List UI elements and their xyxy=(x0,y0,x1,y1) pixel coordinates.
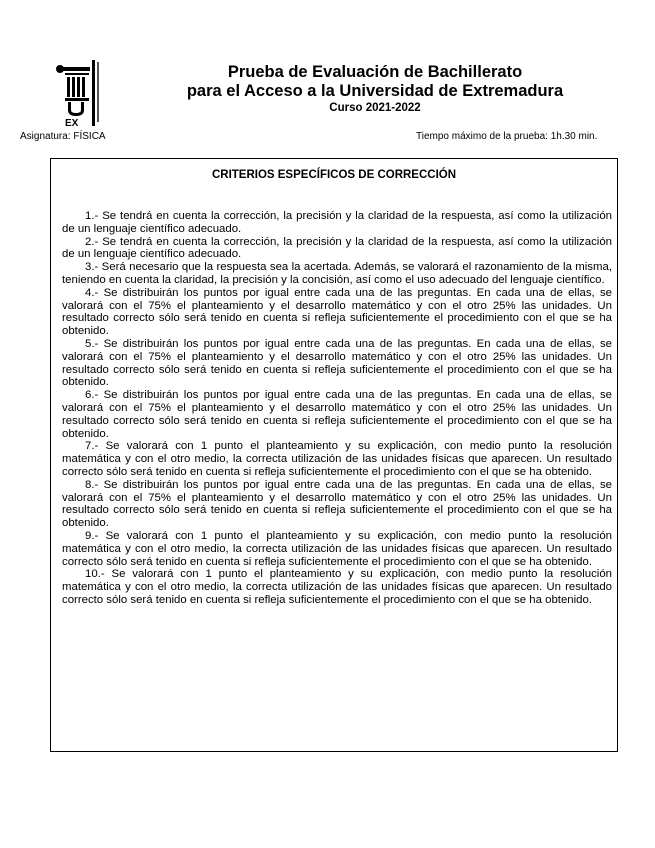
header-title-line2: para el Acceso a la Universidad de Extremadura xyxy=(186,82,564,100)
criterion-item: 2.- Se tendrá en cuenta la corrección, la precisión y la claridad de la respuesta, así como la utilización de un lenguaje científico adecuado. xyxy=(62,235,612,261)
criterion-item: 6.- Se distribuirán los puntos por igual entre cada una de las preguntas. En cada una de ellas, se valorará con el 75% el planteamiento y el desarrollo matemático y con el otro 25% las unidades. Un resultado correcto sólo será tenido en cuenta si refleja suficientemente el procedimiento con el que se ha obtenido. xyxy=(62,389,612,440)
criterion-item: 8.- Se distribuirán los puntos por igual entre cada una de las preguntas. En cada una de ellas, se valorará con el 75% el planteamiento y el desarrollo matemático y con el otro 25% las unidades. Un resultado correcto sólo será tenido en cuenta si refleja suficientemente el procedimiento con el que se ha obtenido. xyxy=(62,478,612,530)
document-header xyxy=(120,63,630,115)
criterion-item: 9.- Se valorará con 1 punto el planteamiento y su explicación, con medio punto la resolución matemática y con el otro medio, la correcta utilización de las unidades físicas que aparecen. Un resultado correcto sólo será tenido en cuenta si refleja suficientemente el procedimiento con el que se ha obtenido. xyxy=(62,529,612,568)
time-limit-label: Tiempo máximo de la prueba: 1h.30 min. xyxy=(416,131,598,142)
criterion-item: 1.- Se tendrá en cuenta la corrección, la precisión y la claridad de la respuesta, así como la utilización de un lenguaje científico adecuado. xyxy=(62,210,612,235)
criteria-list xyxy=(62,210,612,607)
svg-text:EX: EX xyxy=(65,118,79,126)
criterion-item: 5.- Se distribuirán los puntos por igual entre cada una de las preguntas. En cada una de ellas, se valorará con el 75% el planteamiento y el desarrollo matemático y con el otro 25% las unidades. Un resultado correcto sólo será tenido en cuenta si refleja suficientemente el procedimiento con el que se ha obtenido. xyxy=(62,337,612,389)
header-title-line1: Prueba de Evaluación de Bachillerato xyxy=(227,63,523,81)
criterion-item: 7.- Se valorará con 1 punto el planteamiento y su explicación, con medio punto la resolución matemática y con el otro medio, la correcta utilización de las unidades físicas que aparecen. Un resultado correcto sólo será tenido en cuenta si refleja suficientemente el procedimiento con el que se ha obtenido. xyxy=(62,440,612,478)
criteria-box xyxy=(50,158,618,752)
subject-label: Asignatura: FÍSICA xyxy=(20,131,106,142)
criterion-item: 10.- Se valorará con 1 punto el planteamiento y su explicación, con medio punto la resolución matemática y con el otro medio, la correcta utilización de las unidades físicas que aparecen. Un resultado correcto sólo será tenido en cuenta si refleja suficientemente el procedimiento con el que se ha obtenido. xyxy=(62,568,612,606)
section-title: CRITERIOS ESPECÍFICOS DE CORRECCIÓN xyxy=(211,169,457,181)
criterion-item: 3.- Será necesario que la respuesta sea la acertada. Además, se valorará el razonamiento de la misma, teniendo en cuenta la claridad, la precisión y la concisión, así como el uso adecuado del lenguaje científico. xyxy=(62,261,612,286)
university-logo xyxy=(56,58,108,126)
criterion-item: 4.- Se distribuirán los puntos por igual entre cada una de las preguntas. En cada una de ellas, se valorará con el 75% el planteamiento y el desarrollo matemático y con el otro 25% las unidades. Un resultado correcto sólo será tenido en cuenta si refleja suficientemente el procedimiento con el que se ha obtenido. xyxy=(62,286,612,338)
course-year: Curso 2021-2022 xyxy=(329,102,421,114)
